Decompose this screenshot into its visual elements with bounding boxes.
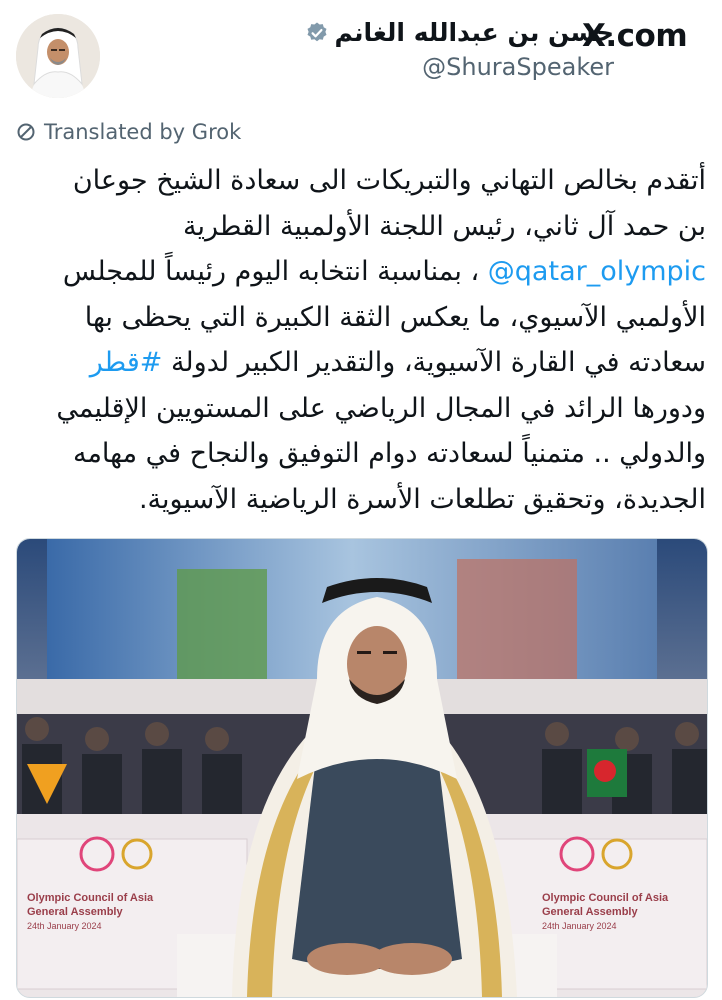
tweet-line: الأولمبي الآسيوي، ما يعكس الثقة الكبيرة التي يحظى بها <box>84 301 706 333</box>
banner-text-right-3: 24th January 2024 <box>542 921 617 931</box>
banner-text-right-2: General Assembly <box>542 906 638 918</box>
translated-label: Translated by Grok <box>44 120 242 144</box>
translate-icon <box>16 122 36 142</box>
banner-text-left-1: Olympic Council of Asia <box>27 892 154 904</box>
mention-link[interactable]: @qatar_olympic <box>487 256 706 287</box>
tweet-body <box>16 158 706 522</box>
hashtag-link[interactable]: #قطر <box>89 347 163 378</box>
author-avatar[interactable] <box>16 14 100 98</box>
author-display-name[interactable]: حسن بن عبدالله الغانم <box>334 18 614 47</box>
avatar-portrait-icon <box>16 14 100 98</box>
banner-text-right-1: Olympic Council of Asia <box>542 892 669 904</box>
tweet-photo[interactable] <box>16 538 708 998</box>
verified-badge-icon <box>305 21 329 45</box>
tweet-line: بن حمد آل ثاني، رئيس اللجنة الأولمبية القطرية <box>182 210 706 242</box>
translated-by-grok[interactable] <box>16 120 241 144</box>
author-handle[interactable]: @ShuraSpeaker <box>422 53 614 81</box>
tweet-line-segment: سعادته في القارة الآسيوية، والتقدير الكبير لدولة <box>170 347 706 378</box>
tweet-line: ودورها الرائد في المجال الرياضي على المستويين الإقليمي <box>56 392 706 424</box>
tweet-line: الجديدة، وتحقيق تطلعات الأسرة الرياضية الآسيوية. <box>138 483 706 515</box>
tweet-line <box>16 249 706 295</box>
tweet-header <box>0 0 722 110</box>
author-info[interactable] <box>194 18 614 81</box>
tweet-line-segment: ، بمناسبة انتخابه اليوم رئيساً للمجلس <box>62 256 480 287</box>
x-logo-text: X.com <box>582 18 688 54</box>
banner-text-left-2: General Assembly <box>27 906 123 918</box>
banner-text-left-3: 24th January 2024 <box>27 921 102 931</box>
tweet-line: والدولي .. متمنياً لسعادته دوام التوفيق والنجاح في مهامه <box>72 438 706 469</box>
tweet-line <box>16 340 706 386</box>
tweet-line: أتقدم بخالص التهاني والتبريكات الى سعادة الشيخ جوعان <box>72 165 706 196</box>
author-name-row <box>305 18 614 47</box>
event-photo <box>17 539 707 997</box>
